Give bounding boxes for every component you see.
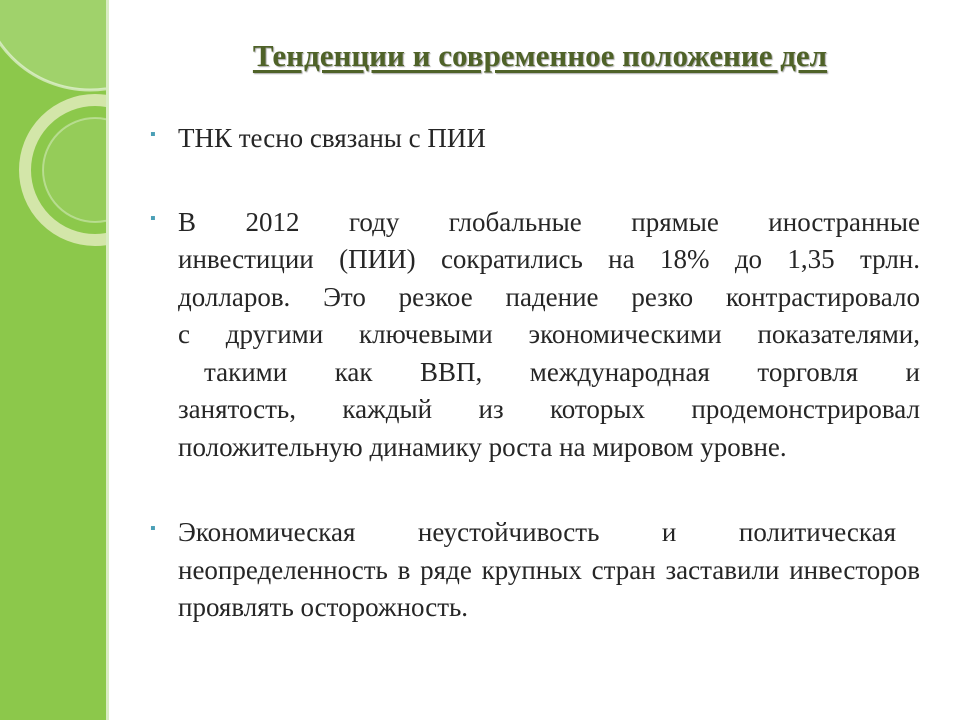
- bullet-line: В 2012 году глобальные прямые иностранные: [178, 206, 920, 237]
- sidebar-edge: [106, 0, 109, 720]
- bullet-item: [150, 120, 920, 158]
- bullet-line: занятость, каждый из которых продемонстрировал: [178, 394, 920, 424]
- bullet-marker-icon: ▪: [150, 209, 156, 227]
- green-sidebar: [0, 0, 106, 720]
- bullet-line: такими как ВВП, международная торговля и: [204, 356, 920, 387]
- bullet-marker-icon: ▪: [150, 520, 156, 537]
- decorative-circles: [0, 0, 106, 260]
- bullet-marker-icon: ▪: [150, 126, 156, 143]
- bullet-item: [150, 514, 920, 627]
- bullet-line: положительную динамику роста на мировом уровне.: [178, 431, 787, 462]
- bullet-line: Экономическая неустойчивость и политическая: [178, 517, 896, 547]
- bullet-line: инвесторов проявлять осторожность.: [178, 554, 921, 622]
- bullet-line: долларов. Это резкое падение резко контрастировало: [178, 281, 920, 312]
- bullet-line: неопределенность в ряде крупных стран заставили: [178, 554, 780, 585]
- bullet-list: [150, 120, 920, 627]
- bullet-line: инвестиции (ПИИ) сократились на 18% до 1,35 трлн.: [178, 244, 920, 274]
- bullet-line: с другими ключевыми экономическими показателями,: [178, 319, 920, 349]
- bullet-text: ТНК тесно связаны с ПИИ: [178, 123, 486, 153]
- bullet-item: [150, 204, 920, 467]
- slide-title: Тенденции и современное положение дел: [252, 38, 828, 73]
